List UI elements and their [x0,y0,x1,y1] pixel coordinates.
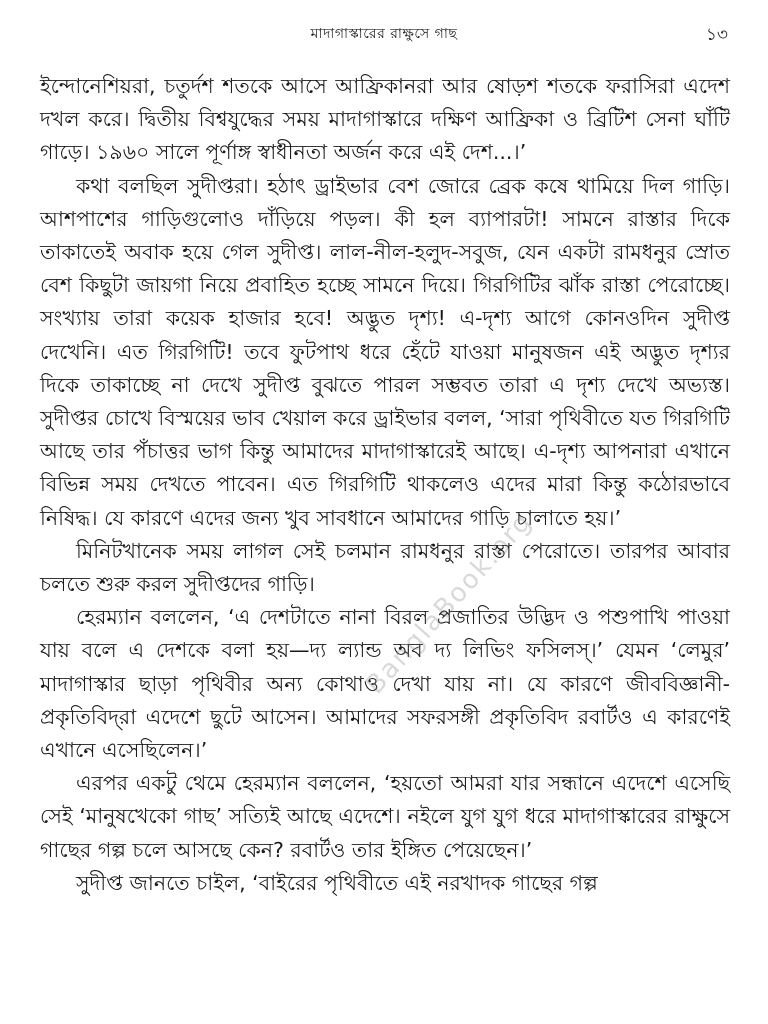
watermark: BanglaBook.org [360,506,539,701]
page-number: ১৩ [705,25,728,45]
body-text [40,70,730,900]
paragraph-4: হেরম্যান বললেন, ‘এ দেশটাতে নানা বিরল প্রজাতির উদ্ভিদ ও পশুপাখি পাওয়া যায় বলে এ দেশকে বলা হয়—দ্য ল্যান্ড অব দ্য লিভিং ফসিলস্।’ যেমন ‘লেমুর’ মাদাগাস্কার ছাড়া পৃথিবীর অন্য কোথাও দেখা যায় না। যে কারণে জীববিজ্ঞানী-প্রকৃতিবিদ্‌রা এদেশে ছুটে আসেন। আমাদের সফরসঙ্গী প্রকৃতিবিদ রবার্টও এ কারণেই এখানে এসেছিলেন।’ [40,605,730,763]
paragraph-1: ইন্দোনেশিয়রা, চতুর্দশ শতকে আসে আফ্রিকানরা আর ষোড়শ শতকে ফরাসিরা এদেশ দখল করে। দ্বিতীয় বিশ্বযুদ্ধের সময় মাদাগাস্কারে দক্ষিণ আফ্রিকা ও ব্রিটিশ সেনা ঘাঁটি গাড়ে। ১৯৬০ সালে পূর্ণাঙ্গ স্বাধীনতা অর্জন করে এই দেশ...।’ [40,74,730,165]
paragraph-2: কথা বলছিল সুদীপ্তরা। হঠাৎ ড্রাইভার বেশ জোরে ব্রেক কষে থামিয়ে দিল গাড়ি। আশপাশের গাড়িগুলোও দাঁড়িয়ে পড়ল। কী হল ব্যাপারটা! সামনে রাস্তার দিকে তাকাতেই অবাক হয়ে গেল সুদীপ্ত। লাল-নীল-হলুদ-সবুজ, যেন একটা রামধনুর স্রোত বেশ কিছুটা জায়গা নিয়ে প্রবাহিত হচ্ছে সামনে দিয়ে। গিরগিটির ঝাঁক রাস্তা পেরোচ্ছে। সংখ্যায় তারা কয়েক হাজার হবে! অদ্ভুত দৃশ্য! এ-দৃশ্য আগে কোনওদিন সুদীপ্ত দেখেনি। এত গিরগিটি! তবে ফুটপাথ ধরে হেঁটে যাওয়া মানুষজন এই অদ্ভুত দৃশ্যর দিকে তাকাচ্ছে না দেখে সুদীপ্ত বুঝতে পারল সম্ভবত তারা এ দৃশ্য দেখে অভ্যস্ত। সুদীপ্তর চোখে বিস্ময়ের ভাব খেয়াল করে ড্রাইভার বলল, ‘সারা পৃথিবীতে যত গিরগিটি আছে তার পঁচাত্তর ভাগ কিন্তু আমাদের মাদাগাস্কারেই আছে। এ-দৃশ্য আপনারা এখানে বিভিন্ন সময় দেখতে পাবেন। এত গিরগিটি থাকলেও এদের মারা কিন্তু কঠোরভাবে নিষিদ্ধ। যে কারণে এদের জন্য খুব সাবধানে আমাদের গাড়ি চালাতে হয়।’ [40,173,730,530]
running-head [0,22,768,46]
paragraph-3: মিনিটখানেক সময় লাগল সেই চলমান রামধনুর রাস্তা পেরোতে। তারপর আবার চলতে শুরু করল সুদীপ্তদের গাড়ি। [40,538,730,597]
paragraph-6: সুদীপ্ত জানতে চাইল, ‘বাইরের পৃথিবীতে এই নরখাদক গাছের গল্প [76,870,598,895]
running-title: মাদাগাস্কারের রাক্ষুসে গাছ [310,26,458,42]
paragraph-5: এরপর একটু থেমে হেরম্যান বললেন, ‘হয়তো আমরা যার সন্ধানে এদেশে এসেছি সেই ‘মানুষখেকো গাছ’ সত্যিই আছে এদেশে। নইলে যুগ যুগ ধরে মাদাগাস্কারের রাক্ষুসে গাছের গল্প চলে আসছে কেন? রবার্টও তার ইঙ্গিত পেয়েছেন।’ [40,771,730,862]
